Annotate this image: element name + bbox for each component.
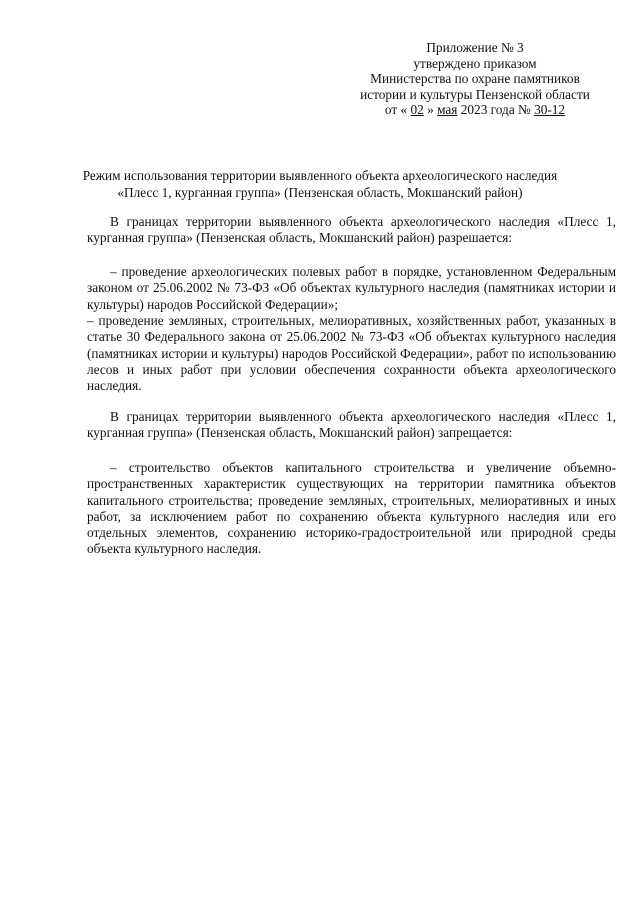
allowed-item-2-section (87, 313, 616, 394)
allowed-intro-section (87, 214, 616, 247)
approval-line-appendix: Приложение № 3 (426, 40, 524, 55)
date-separator: » (423, 102, 438, 118)
prohibited-item-1: – строительство объектов капитального строительства и увеличение объемно-пространственных характеристик существующих на территории памятника объектов капитального строительства; проведение земляных, строительных, мелиоративных и иных работ, за исключением работ по сохранению объекта культурного наследия или его отдельных элементов, сохранению историко-градостроительной или природной среды объекта культурного наследия. (87, 460, 616, 557)
approval-line-region: истории и культуры Пензенской области (360, 86, 590, 102)
date-day: 02 (410, 102, 424, 118)
date-year: 2023 года № (457, 102, 535, 118)
prohibited-intro-section (87, 409, 616, 442)
title-line-1: Режим использования территории выявленного объекта археологического наследия (82, 168, 558, 183)
prohibited-intro-paragraph: В границах территории выявленного объекта археологического наследия «Плесс 1, курганная группа» (Пензенская область, Мокшанский район) запрещается: (87, 409, 616, 441)
document-title (70, 167, 570, 201)
approval-line-approved: утверждено приказом (413, 55, 537, 71)
order-number: 30-12 (534, 102, 566, 118)
allowed-item-1-section (87, 264, 616, 313)
allowed-item-1: – проведение археологических полевых работ в порядке, установленном Федеральным законом от 25.06.2002 № 73-ФЗ «Об объектах культурного наследия (памятниках истории и культуры) народов Российской Федерации»; (87, 264, 616, 312)
approval-block (340, 40, 610, 118)
allowed-item-2: – проведение земляных, строительных, мелиоративных, хозяйственных работ, указанных в статье 30 Федерального закона от 25.06.2002 № 73-ФЗ «Об объектах культурного наследия (памятниках истории и культуры) народов Российской Федерации», работ по использованию лесов и иных работ при условии обеспечения сохранности объекта археологического наследия. (87, 313, 616, 394)
date-prefix: от « (384, 102, 411, 118)
date-month: мая (437, 102, 458, 118)
prohibited-item-1-section (87, 460, 616, 558)
approval-line-ministry: Министерства по охране памятников (370, 71, 580, 87)
title-line-2: «Плесс 1, курганная группа» (Пензенская область, Мокшанский район) (117, 185, 523, 200)
approval-date-line (340, 102, 610, 118)
allowed-intro-paragraph: В границах территории выявленного объекта археологического наследия «Плесс 1, курганная группа» (Пензенская область, Мокшанский район) разрешается: (87, 214, 616, 246)
